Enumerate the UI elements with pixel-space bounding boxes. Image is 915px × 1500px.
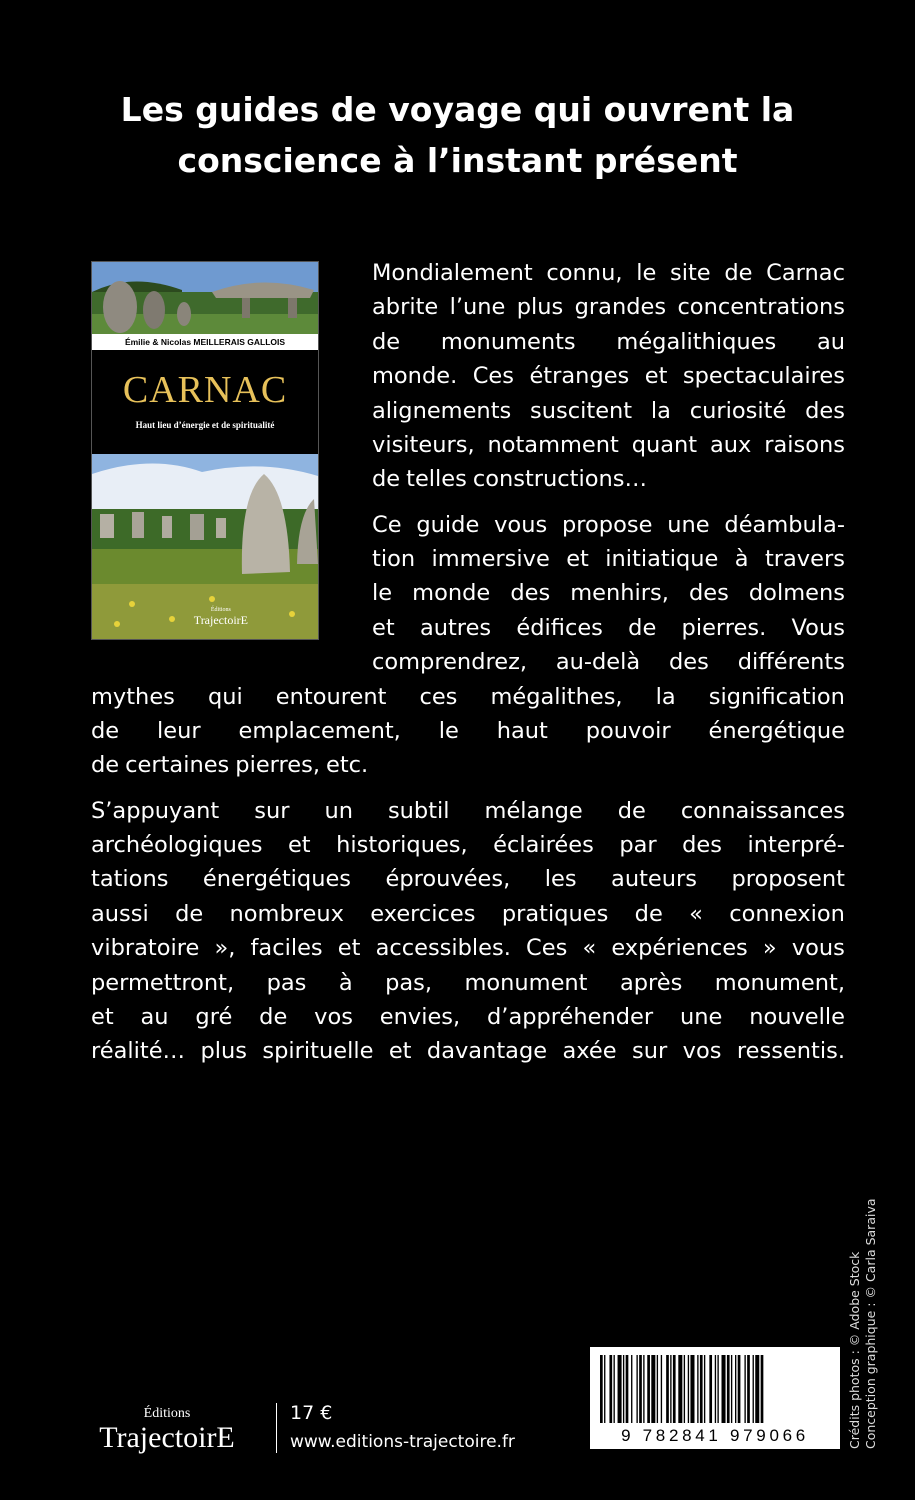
barcode-bar bbox=[678, 1355, 682, 1423]
price: 17 € bbox=[290, 1402, 333, 1424]
text-line: aussi de nombreux exercices pratiques de « connexion bbox=[91, 901, 845, 927]
barcode-bar bbox=[643, 1355, 644, 1423]
barcode-bar bbox=[673, 1355, 676, 1423]
barcode-bar bbox=[755, 1355, 759, 1423]
text-line: S’appuyant sur un subtil mélange de connaissances bbox=[91, 798, 845, 824]
text-line: Mondialement connu, le site de Carnac bbox=[372, 260, 845, 286]
text-line: mythes qui entourent ces mégalithes, la signification bbox=[91, 684, 845, 710]
barcode-bar bbox=[609, 1355, 612, 1423]
text-line: permettront, pas à pas, monument après monument, bbox=[91, 970, 845, 996]
isbn-digits: 9 782841 979066 bbox=[621, 1426, 809, 1445]
barcode-bar bbox=[753, 1355, 754, 1423]
text-line: le monde des menhirs, des dolmens bbox=[372, 580, 845, 606]
barcode-bar bbox=[697, 1355, 698, 1423]
barcode-bar bbox=[631, 1355, 632, 1423]
text-line: Ce guide vous propose une déambula- bbox=[372, 512, 845, 538]
barcode-bar bbox=[744, 1355, 745, 1423]
text-line: réalité… plus spirituelle et davantage axée sur vos ressentis. bbox=[91, 1038, 845, 1064]
barcode-bar bbox=[626, 1355, 629, 1423]
barcode-bar bbox=[684, 1355, 685, 1423]
barcode-bar bbox=[639, 1355, 642, 1423]
barcode-bar bbox=[704, 1355, 705, 1423]
cover-photo-dolmen bbox=[92, 262, 318, 334]
text-line: visiteurs, notamment quant aux raisons bbox=[372, 432, 845, 458]
barcode-bar bbox=[661, 1355, 662, 1423]
barcode-bar bbox=[727, 1355, 730, 1423]
barcode-bar bbox=[614, 1355, 615, 1423]
barcode-bar bbox=[715, 1355, 716, 1423]
barcode-bar bbox=[670, 1355, 671, 1423]
text-line: abrite l’une plus grandes concentrations bbox=[372, 294, 845, 320]
barcode-bar bbox=[666, 1355, 669, 1423]
cover-title-band bbox=[92, 350, 318, 454]
barcode-bar bbox=[735, 1355, 736, 1423]
barcode-bar bbox=[747, 1355, 750, 1423]
text-line: de certaines pierres, etc. bbox=[91, 752, 369, 778]
isbn-barcode bbox=[590, 1347, 840, 1449]
barcode-bar bbox=[738, 1355, 741, 1423]
text-line: monde. Ces étranges et spectaculaires bbox=[372, 363, 845, 389]
text-line: comprendrez, au-delà des différents bbox=[372, 649, 845, 675]
headline bbox=[0, 84, 915, 186]
barcode-bar bbox=[636, 1355, 637, 1423]
barcode-bar bbox=[604, 1355, 605, 1423]
barcode-bar bbox=[647, 1355, 650, 1423]
text-line: de leur emplacement, le haut pouvoir énergétique bbox=[91, 718, 845, 744]
credit-design: Conception graphique : © Carla Saraiva bbox=[863, 1198, 878, 1449]
text-line: de monuments mégalithiques au bbox=[372, 329, 845, 355]
cover-publisher-name: TrajectoirE bbox=[193, 613, 248, 627]
publisher-url: www.editions-trajectoire.fr bbox=[290, 1432, 515, 1452]
text-line: tations énergétiques éprouvées, les auteurs proposent bbox=[91, 866, 845, 892]
text-line: de telles constructions… bbox=[372, 466, 648, 492]
headline-line-1: Les guides de voyage qui ouvrent la bbox=[120, 90, 795, 129]
book-cover-thumbnail bbox=[91, 261, 319, 640]
publisher-logo-name: TrajectoirE bbox=[99, 1421, 235, 1454]
cover-subtitle: Haut lieu d’énergie et de spiritualité bbox=[135, 420, 275, 430]
text-line: et autres édifices de pierres. Vous bbox=[372, 615, 845, 641]
footer-divider bbox=[276, 1403, 277, 1453]
cover-publisher-small: Éditions bbox=[210, 607, 231, 613]
barcode-bar bbox=[600, 1355, 603, 1423]
headline-line-2: conscience à l’instant présent bbox=[177, 141, 738, 180]
barcode-bar bbox=[690, 1355, 694, 1423]
barcode-bar bbox=[761, 1355, 764, 1423]
publisher-logo bbox=[92, 1406, 242, 1454]
text-line: tion immersive et initiatique à travers bbox=[372, 546, 845, 572]
image-credits bbox=[847, 1198, 879, 1449]
cover-authors: Émilie & Nicolas MEILLERAIS GALLOIS bbox=[92, 334, 318, 350]
barcode-bar bbox=[731, 1355, 732, 1423]
barcode-bar bbox=[717, 1355, 718, 1423]
text-line: et au gré de vos envies, d’appréhender une nouvelle bbox=[91, 1004, 845, 1030]
barcode-bar bbox=[709, 1355, 712, 1423]
publisher-logo-small: Éditions bbox=[143, 1406, 191, 1421]
text-line: alignements suscitent la curiosité des bbox=[372, 398, 845, 424]
barcode-bar bbox=[700, 1355, 703, 1423]
barcode-bar bbox=[688, 1355, 689, 1423]
cover-title: CARNAC bbox=[122, 369, 288, 411]
text-line: vibratoire », faciles et accessibles. Ces « expériences » vous bbox=[91, 935, 845, 961]
barcode-bar bbox=[722, 1355, 726, 1423]
text-line: archéologiques et historiques, éclairées par des interpré- bbox=[91, 832, 845, 858]
cover-publisher-logo bbox=[194, 605, 248, 625]
barcode-bar bbox=[623, 1355, 624, 1423]
credit-photos: Crédits photos : © Adobe Stock bbox=[847, 1251, 862, 1449]
barcode-bar bbox=[657, 1355, 658, 1423]
barcode-bar bbox=[618, 1355, 622, 1423]
barcode-bar bbox=[651, 1355, 655, 1423]
